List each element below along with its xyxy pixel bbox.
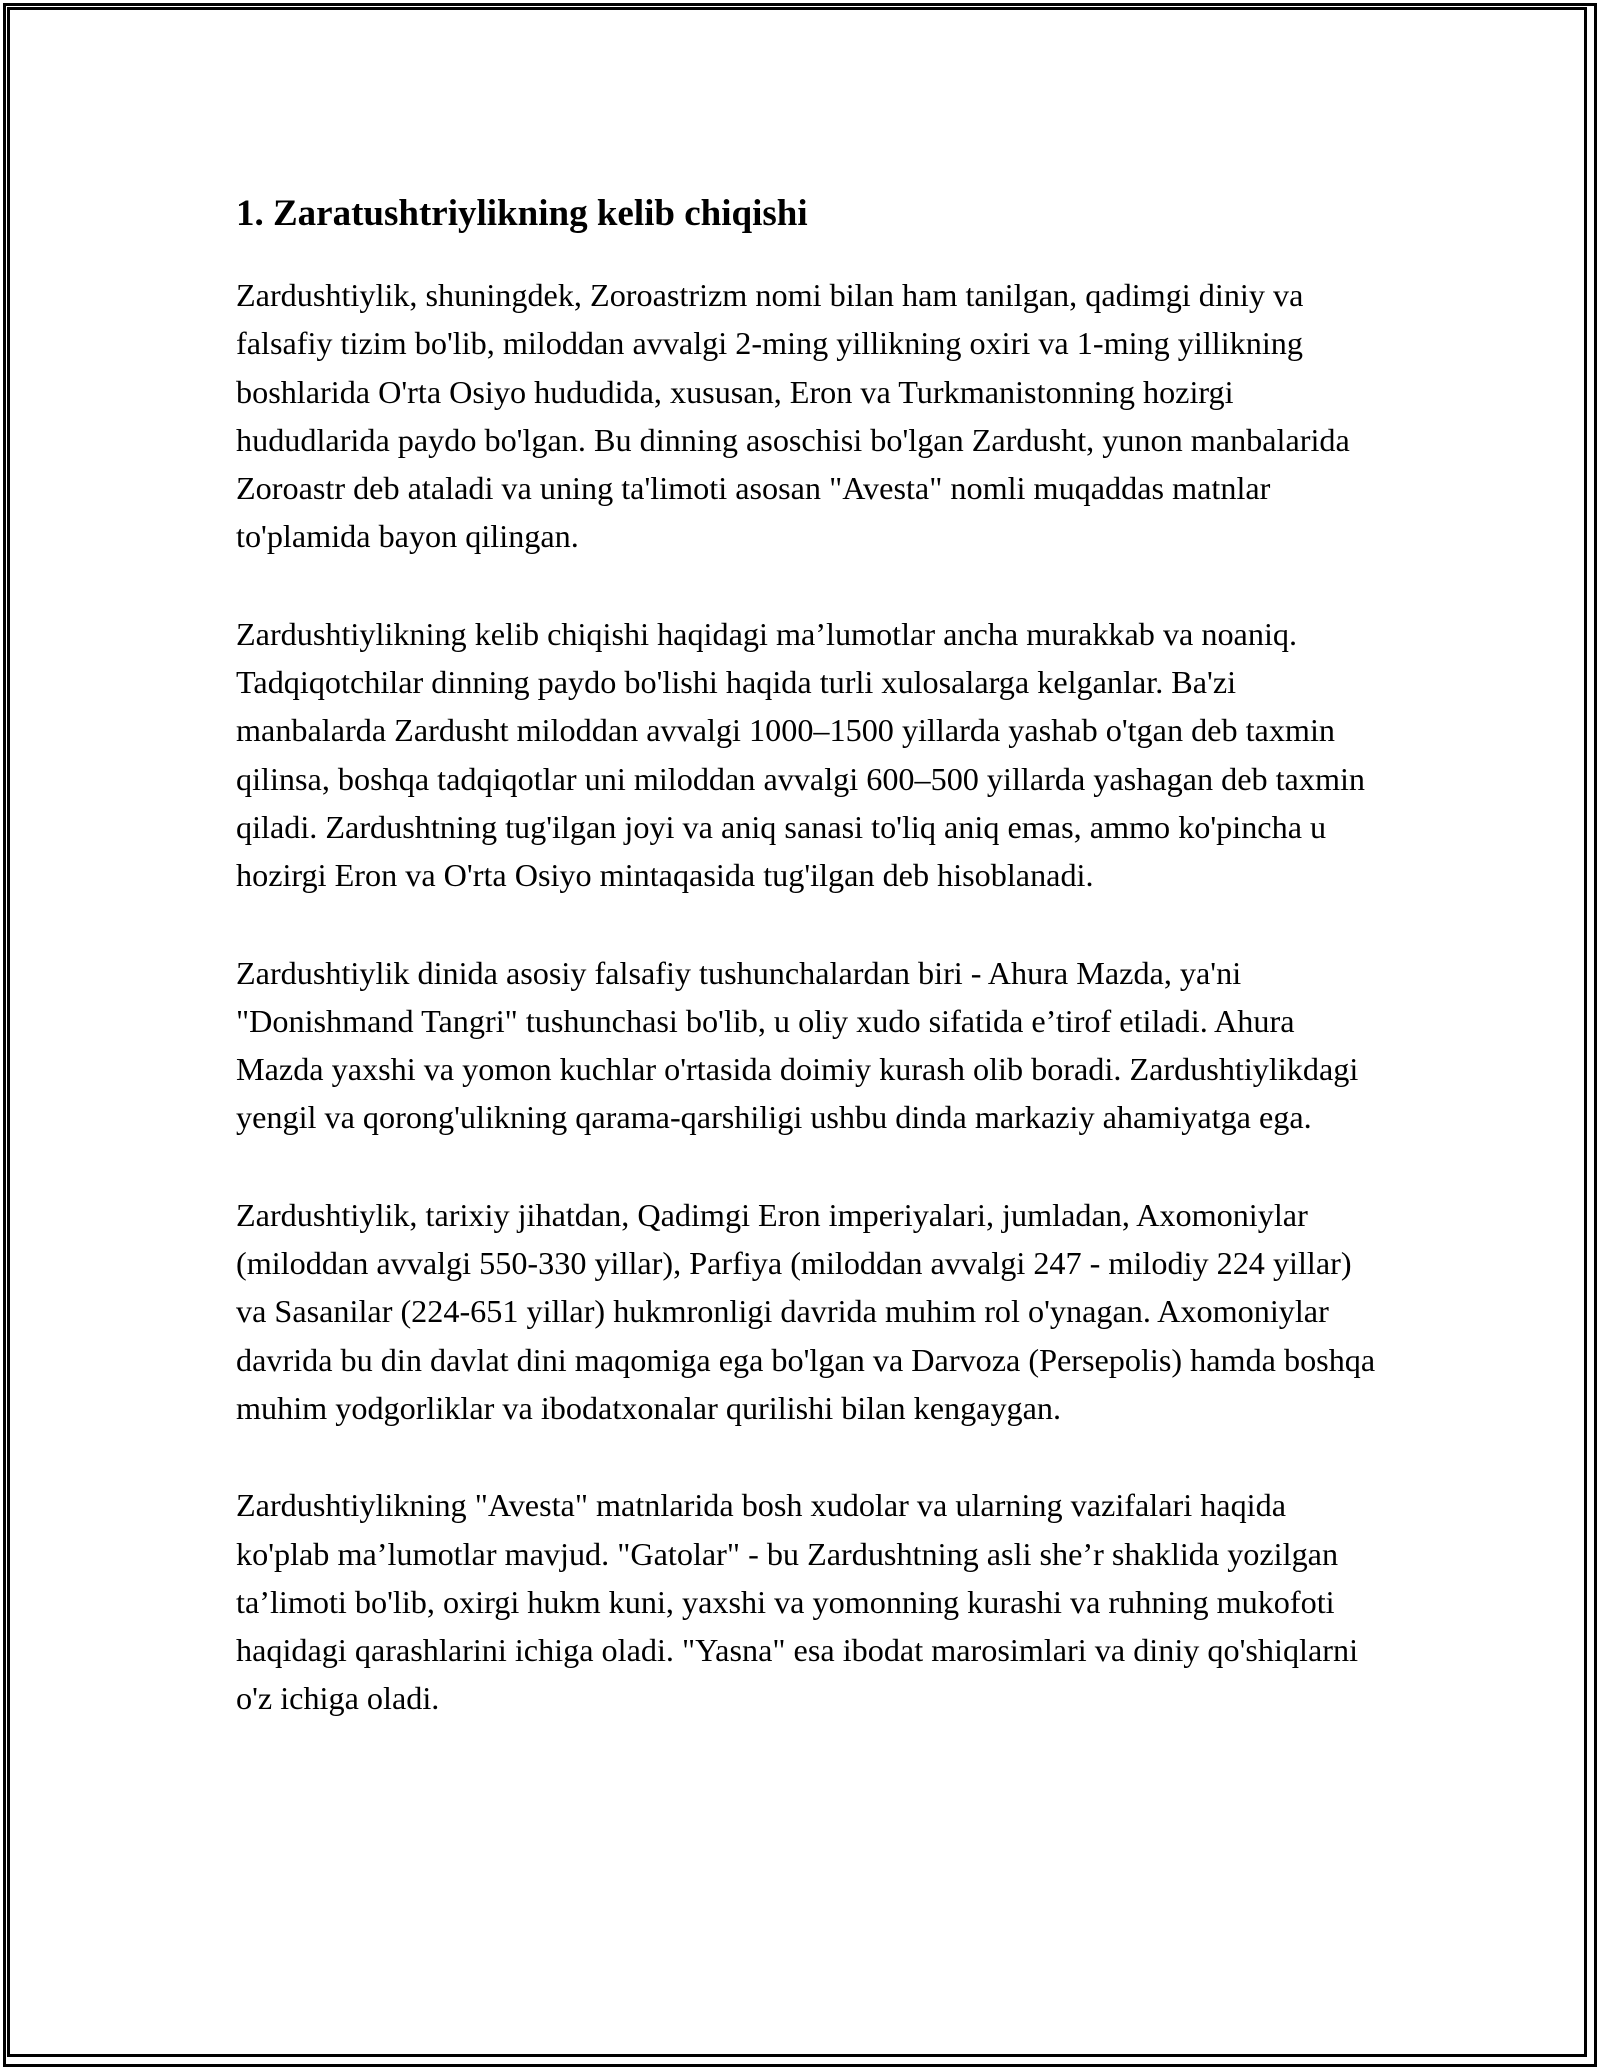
paragraph-1: Zardushtiylik, shuningdek, Zoroastrizm nomi bilan ham tanilgan, qadimgi diniy va falsafiy tizim bo'lib, miloddan avvalgi 2-ming yillikning oxiri va 1-ming yillikning boshlarida O'rta Osiyo hududida, xususan, Eron va Turkmanistonning hozirgi hududlarida paydo bo'lgan. Bu dinning asoschisi bo'lgan Zardusht, yunon manbalarida Zoroastr deb ataladi va uning ta'limoti asosan "Avesta" nomli muqaddas matnlar to'plamida bayon qilingan. (236, 277, 1350, 555)
section-heading: 1. Zaratushtriylikning kelib chiqishi (236, 193, 808, 234)
paragraph-2: Zardushtiylikning kelib chiqishi haqidagi ma’lumotlar ancha murakkab va noaniq. Tadqiqotchilar dinning paydo bo'lishi haqida turli xulosalarga kelganlar. Ba'zi manbalarda Zardusht miloddan avvalgi 1000–1500 yillarda yashab o'tgan deb taxmin qilinsa, boshqa tadqiqotlar uni miloddan avvalgi 600–500 yillarda yashagan deb taxmin qiladi. Zardushtning tug'ilgan joyi va aniq sanasi to'liq aniq emas, ammo ko'pincha u hozirgi Eron va O'rta Osiyo mintaqasida tug'ilgan deb hisoblanadi. (236, 615, 1366, 894)
paragraph-3: Zardushtiylik dinida asosiy falsafiy tushunchalardan biri - Ahura Mazda, ya'ni "Donishmand Tangri" tushunchasi bo'lib, u oliy xudo sifatida e’tirof etiladi. Ahura Mazda yaxshi va yomon kuchlar o'rtasida doimiy kurash olib boradi. Zardushtiylikdagi yengil va qorong'ulikning qarama-qarshiligi ushbu dinda markaziy ahamiyatga ega. (236, 954, 1359, 1136)
paragraph-5: Zardushtiylikning "Avesta" matnlarida bosh xudolar va ularning vazifalari haqida ko'plab ma’lumotlar mavjud. "Gatolar" - bu Zardushtning asli she’r shaklida yozilgan ta’limoti bo'lib, oxirgi hukm kuni, yaxshi va yomonning kurashi va ruhning mukofoti haqidagi qarashlarini ichiga oladi. "Yasna" esa ibodat marosimlari va diniy qo'shiqlarni o'z ichiga oladi. (236, 1487, 1359, 1717)
document-body (236, 188, 1386, 1772)
paragraph-4: Zardushtiylik, tarixiy jihatdan, Qadimgi Eron imperiyalari, jumladan, Axomoniylar (miloddan avvalgi 550-330 yillar), Parfiya (miloddan avvalgi 247 - milodiy 224 yillar) va Sasanilar (224-651 yillar) hukmronligi davrida muhim rol o'ynagan. Axomoniylar davrida bu din davlat dini maqomiga ega bo'lgan va Darvoza (Persepolis) hamda boshqa muhim yodgorliklar va ibodatxonalar qurilishi bilan kengaygan. (236, 1196, 1376, 1426)
